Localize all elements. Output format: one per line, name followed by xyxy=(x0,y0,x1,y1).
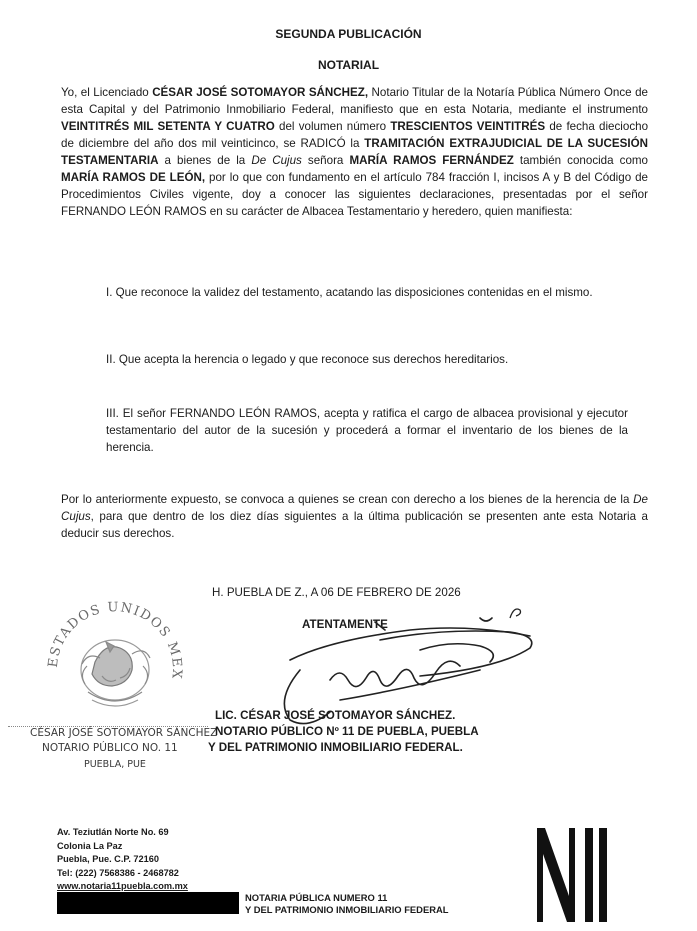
seal-icon xyxy=(40,592,190,742)
declaration-item: II. Que acepta la herencia o legado y que reconoce sus derechos hereditarios. xyxy=(106,353,509,366)
text-run: Notario Titular de la Notaría Pública Número Once de esta Capital y del Patrimonio Inmobiliario Federal, manifiesto que en esta Notaria, mediante el instrumento xyxy=(61,86,648,116)
notary-stamp xyxy=(8,722,218,778)
signatory-title: NOTARIO PÚBLICO Nº 11 DE PUEBLA, PUEBLA xyxy=(215,725,479,738)
text-run: Yo, el Licenciado xyxy=(61,86,153,99)
intro-paragraph xyxy=(61,84,648,220)
website-link[interactable]: www.notaria11puebla.com.mx xyxy=(57,881,188,891)
address-line: Puebla, Pue. C.P. 72160 xyxy=(57,854,159,864)
text-run: , para que dentro de los diez días siguientes a la última publicación se presenten ante esta Notaria a deducir sus derechos. xyxy=(61,510,648,540)
text-run: señora xyxy=(301,154,350,167)
stamp-line: CÉSAR JOSÉ SOTOMAYOR SÁNCHEZ xyxy=(30,727,218,739)
volume-number: TRESCIENTOS VEINTITRÉS xyxy=(390,120,546,133)
latin-term: De Cujus xyxy=(61,493,648,523)
notary-name: CÉSAR JOSÉ SOTOMAYOR SÁNCHEZ, xyxy=(152,86,369,99)
address-line: Tel: (222) 7568386 - 2468782 xyxy=(57,867,179,878)
publication-title: SEGUNDA PUBLICACIÓN xyxy=(275,27,422,41)
text-run: del volumen número xyxy=(274,120,391,133)
signatory-office: Y DEL PATRIMONIO INMOBILIARIO FEDERAL. xyxy=(208,741,463,754)
nii-logo-icon xyxy=(533,826,613,924)
stamp-line: PUEBLA, PUE xyxy=(84,759,146,770)
text-run: también conocida como xyxy=(513,154,648,167)
footer-notaria xyxy=(245,892,448,916)
instrument-number: VEINTITRÉS MIL SETENTA Y CUATRO xyxy=(61,120,275,133)
text-run: Por lo anteriormente expuesto, se convoca a quienes se crean con derecho a los bienes de la herencia de la xyxy=(61,493,634,506)
procedure-title: TRAMITACIÓN EXTRAJUDICIAL DE LA SUCESIÓN TESTAMENTARIA xyxy=(61,137,648,167)
address-line: Colonia La Paz xyxy=(57,840,123,851)
place-date: H. PUEBLA DE Z., A 06 DE FEBRERO DE 2026 xyxy=(212,586,461,599)
declaration-item: III. El señor FERNANDO LEÓN RAMOS, acepta y ratifica el cargo de albacea provisional y ejecutor testamentario del autor de la sucesión y procederá a formar el inventario de los bienes de la herencia. xyxy=(106,407,628,454)
deceased-name: MARÍA RAMOS FERNÁNDEZ xyxy=(349,154,514,167)
signatory-name: LIC. CÉSAR JOSÉ SOTOMAYOR SÁNCHEZ. xyxy=(215,709,456,722)
text-run: de fecha dieciocho de diciembre del año dos mil veinticinco, se RADICÓ la xyxy=(61,120,649,150)
document-subtitle: NOTARIAL xyxy=(317,58,380,72)
text-run: por lo que con fundamento en el artículo 784 fracción I, incisos A y B del Código de Procedimientos Civiles vigente, doy a conocer las siguientes declaraciones, presentadas por el señor FERNANDO LEÓN RAMOS en su carácter de Albacea Testamentario y heredero, quien manifiesta: xyxy=(61,171,648,218)
pen-mark xyxy=(508,606,524,620)
address-line: Av. Teziutlán Norte No. 69 xyxy=(57,827,169,837)
redaction-bar xyxy=(57,892,239,914)
national-seal xyxy=(40,592,190,742)
notaria-line: NOTARIA PÚBLICA NUMERO 11 xyxy=(245,892,388,903)
closing-paragraph xyxy=(61,491,648,542)
notaria-line: Y DEL PATRIMONIO INMOBILIARIO FEDERAL xyxy=(245,904,449,915)
atentamente-label: ATENTAMENTE xyxy=(302,618,388,631)
deceased-alias: MARÍA RAMOS DE LEÓN, xyxy=(61,171,206,184)
seal-text: ESTADOS UNIDOS MEX xyxy=(45,600,185,681)
latin-term: De Cujus xyxy=(251,154,302,167)
notaria-logo xyxy=(533,826,613,924)
stamp-line: NOTARIO PÚBLICO NO. 11 xyxy=(42,742,178,754)
declaration-item: I. Que reconoce la validez del testamento, acatando las disposiciones contenidas en el mismo. xyxy=(106,286,593,299)
footer-address xyxy=(57,826,188,894)
text-run: a bienes de la xyxy=(158,154,252,167)
